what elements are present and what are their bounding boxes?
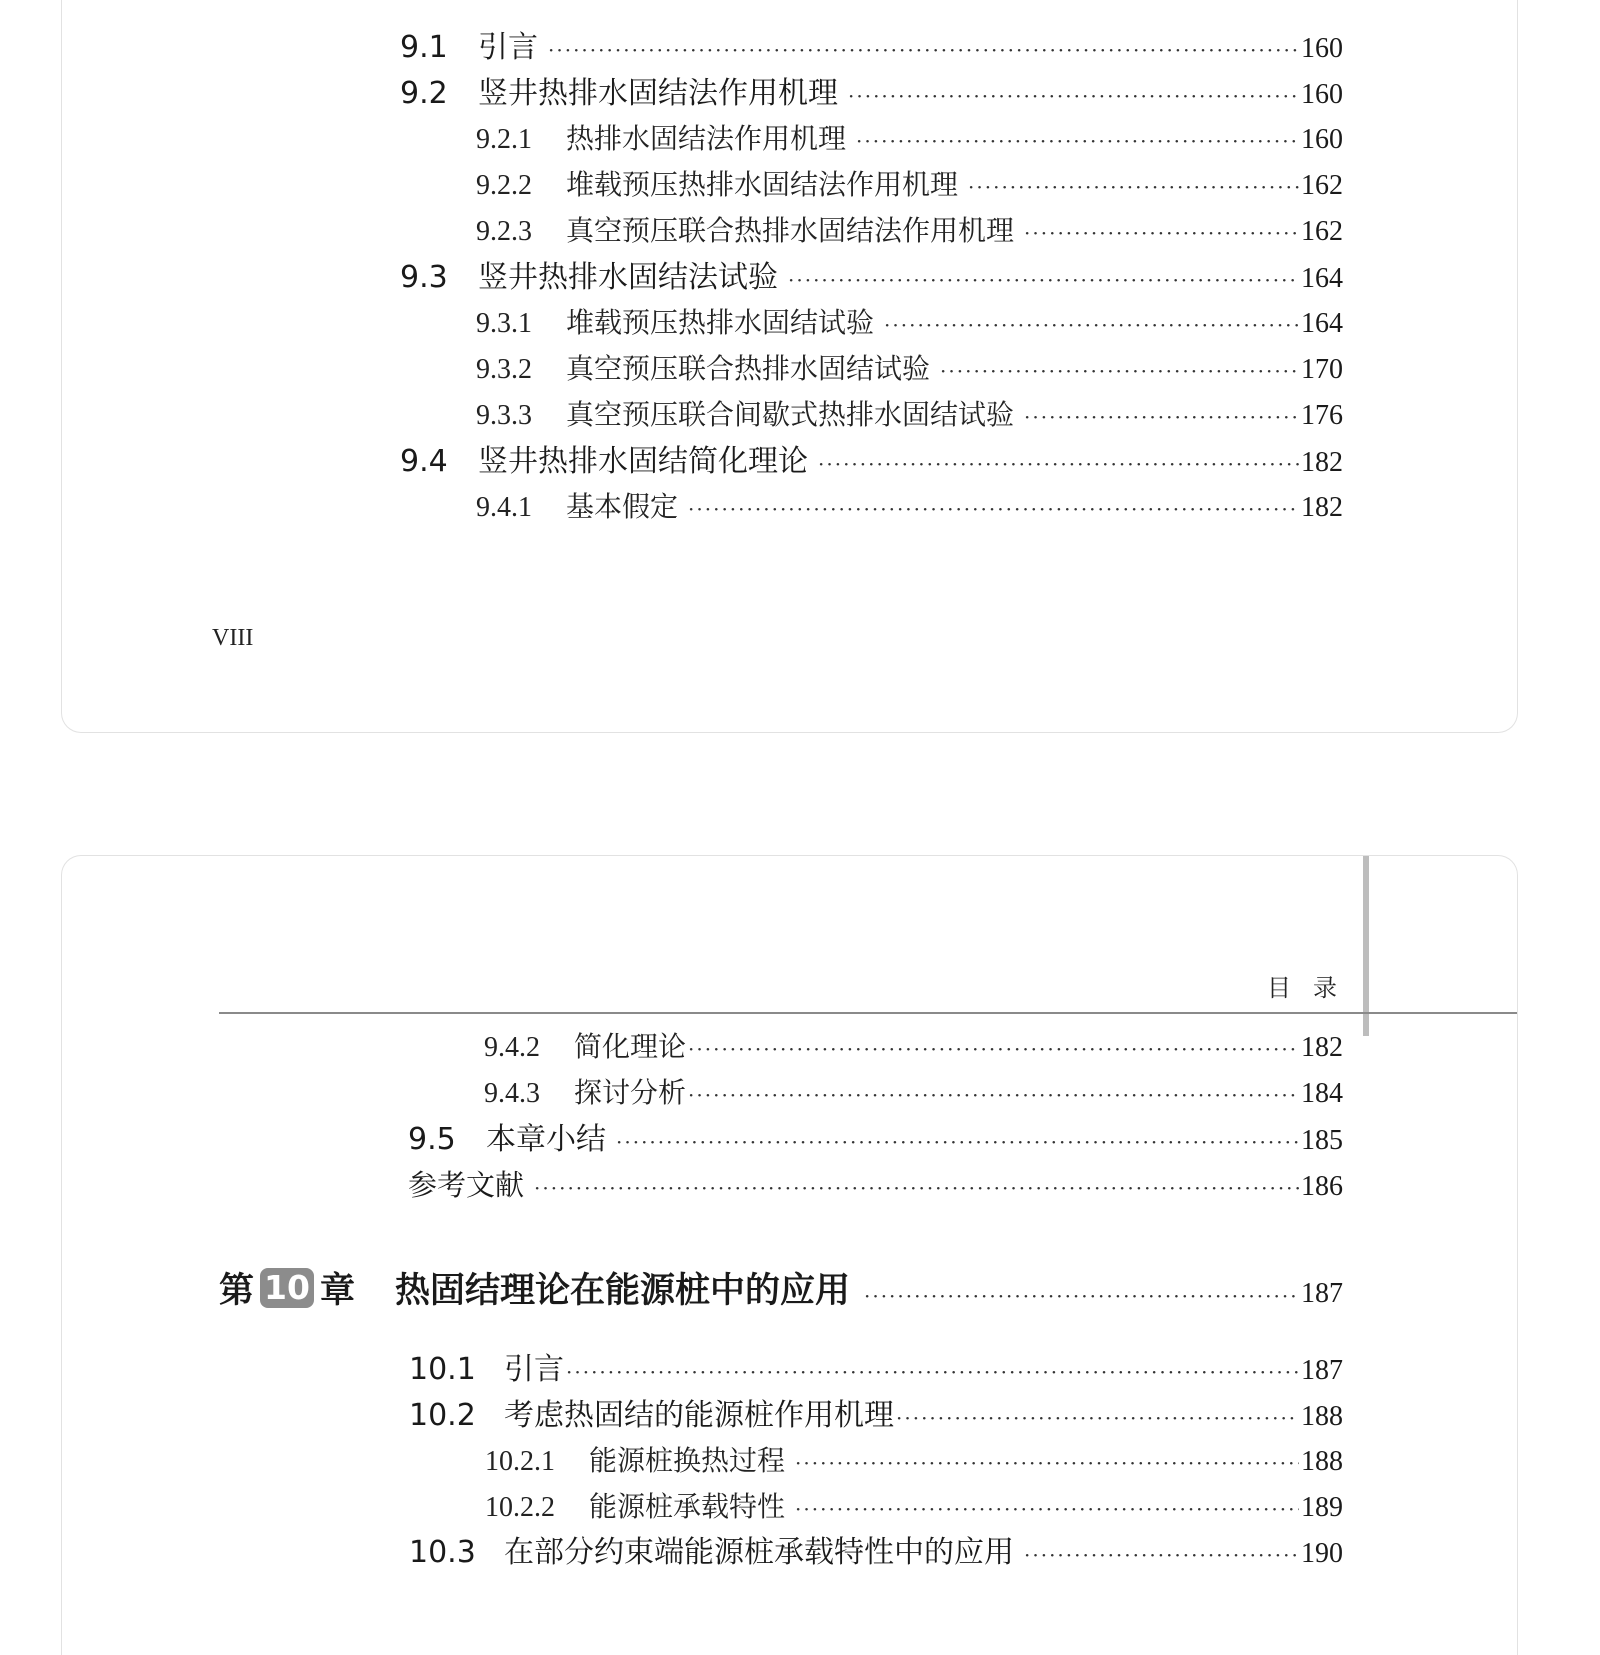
chapter-number-badge: 10 bbox=[260, 1268, 314, 1308]
leader-dots bbox=[848, 74, 1299, 118]
leader-dots bbox=[688, 487, 1299, 531]
section-number: 10.2.1 bbox=[485, 1446, 555, 1477]
leader-dots bbox=[1024, 1533, 1299, 1577]
section-title: 探讨分析 bbox=[574, 1078, 687, 1109]
toc-entry bbox=[485, 1486, 1343, 1530]
section-title: 在部分约束端能源桩承载特性中的应用 bbox=[504, 1535, 1014, 1570]
page-number: 187 bbox=[1301, 1278, 1343, 1309]
section-title: 真空预压联合热排水固结法作用机理 bbox=[566, 216, 1015, 247]
section-number: 10.3 bbox=[409, 1535, 476, 1570]
page-number: 184 bbox=[1301, 1078, 1343, 1109]
section-number: 9.2.2 bbox=[476, 170, 532, 201]
leader-dots bbox=[818, 442, 1299, 486]
toc-entry bbox=[400, 256, 1343, 300]
section-number: 10.2.2 bbox=[485, 1492, 555, 1523]
section-title: 引言 bbox=[478, 30, 538, 65]
toc-entry bbox=[476, 394, 1343, 438]
section-title: 竖井热排水固结法作用机理 bbox=[478, 76, 838, 111]
toc-entry bbox=[476, 118, 1343, 162]
chapter-prefix: 第 bbox=[219, 1271, 255, 1311]
section-title: 堆载预压热排水固结法作用机理 bbox=[566, 170, 959, 201]
leader-dots bbox=[940, 349, 1299, 393]
page-number: 182 bbox=[1301, 492, 1343, 523]
leader-dots bbox=[896, 1396, 1299, 1440]
section-title: 引言 bbox=[504, 1352, 564, 1387]
section-title: 热排水固结法作用机理 bbox=[566, 124, 847, 155]
leader-dots bbox=[864, 1284, 1299, 1318]
page-number: 162 bbox=[1301, 216, 1343, 247]
toc-entry bbox=[484, 1072, 1343, 1116]
running-header: 目录 bbox=[1267, 976, 1359, 1002]
page-number: 164 bbox=[1301, 263, 1343, 294]
section-title: 参考文献 bbox=[408, 1168, 525, 1202]
toc-entry bbox=[476, 302, 1343, 346]
section-title: 能源桩换热过程 bbox=[589, 1446, 786, 1477]
section-number: 9.4.3 bbox=[484, 1078, 540, 1109]
page-folio: VIII bbox=[212, 625, 254, 651]
page-number: 189 bbox=[1301, 1492, 1343, 1523]
section-number: 9.3.1 bbox=[476, 308, 532, 339]
page-number: 160 bbox=[1301, 124, 1343, 155]
section-number: 9.3.2 bbox=[476, 354, 532, 385]
page-number: 182 bbox=[1301, 447, 1343, 478]
toc-entry bbox=[409, 1531, 1343, 1575]
section-number: 9.4.1 bbox=[476, 492, 532, 523]
section-number: 9.2.1 bbox=[476, 124, 532, 155]
page-number: 182 bbox=[1301, 1032, 1343, 1063]
section-number: 9.4.2 bbox=[484, 1032, 540, 1063]
section-title: 真空预压联合热排水固结试验 bbox=[566, 354, 931, 385]
section-number: 9.2 bbox=[400, 76, 448, 111]
toc-entry bbox=[409, 1394, 1343, 1438]
leader-dots bbox=[884, 303, 1299, 347]
toc-entry bbox=[476, 164, 1343, 208]
section-number: 10.1 bbox=[409, 1352, 476, 1387]
page-number: 190 bbox=[1301, 1538, 1343, 1569]
header-rule bbox=[219, 1012, 1518, 1014]
section-number: 9.4 bbox=[400, 444, 448, 479]
leader-dots bbox=[534, 1166, 1299, 1210]
section-title: 堆载预压热排水固结试验 bbox=[566, 308, 875, 339]
toc-entry bbox=[476, 486, 1343, 530]
toc-entry bbox=[408, 1163, 1343, 1207]
page-number: 176 bbox=[1301, 400, 1343, 431]
toc-entry bbox=[485, 1440, 1343, 1484]
page-number: 186 bbox=[1301, 1171, 1343, 1202]
section-title: 竖井热排水固结法试验 bbox=[478, 260, 778, 295]
section-number: 9.3.3 bbox=[476, 400, 532, 431]
page-number: 187 bbox=[1301, 1355, 1343, 1386]
toc-entry bbox=[408, 1118, 1343, 1162]
page-number: 160 bbox=[1301, 33, 1343, 64]
section-number: 9.5 bbox=[408, 1122, 456, 1157]
section-title: 考虑热固结的能源桩作用机理 bbox=[504, 1398, 894, 1433]
leader-dots bbox=[1024, 211, 1299, 255]
toc-entry bbox=[409, 1348, 1343, 1392]
toc-entry bbox=[400, 72, 1343, 116]
toc-entry bbox=[476, 348, 1343, 392]
leader-dots bbox=[1024, 395, 1299, 439]
page-number: 160 bbox=[1301, 79, 1343, 110]
chapter-suffix: 章 bbox=[319, 1271, 355, 1311]
chapter-heading bbox=[219, 1258, 1343, 1318]
page-number: 188 bbox=[1301, 1401, 1343, 1432]
leader-dots bbox=[688, 1073, 1299, 1117]
section-title: 本章小结 bbox=[486, 1122, 606, 1157]
leader-dots bbox=[968, 165, 1299, 209]
toc-entry bbox=[484, 1026, 1343, 1070]
section-title: 真空预压联合间歇式热排水固结试验 bbox=[566, 400, 1015, 431]
page-number: 185 bbox=[1301, 1125, 1343, 1156]
leader-dots bbox=[616, 1120, 1299, 1164]
leader-dots bbox=[795, 1487, 1299, 1531]
section-title: 竖井热排水固结简化理论 bbox=[478, 444, 808, 479]
section-title: 简化理论 bbox=[574, 1032, 687, 1063]
leader-dots bbox=[788, 258, 1299, 302]
toc-page-upper bbox=[61, 0, 1518, 733]
toc-entry bbox=[400, 440, 1343, 484]
section-number: 10.2 bbox=[409, 1398, 476, 1433]
leader-dots bbox=[566, 1350, 1299, 1394]
section-title: 能源桩承载特性 bbox=[589, 1492, 786, 1523]
page-number: 164 bbox=[1301, 308, 1343, 339]
leader-dots bbox=[856, 119, 1299, 163]
toc-page-lower bbox=[61, 855, 1518, 1655]
page-number: 188 bbox=[1301, 1446, 1343, 1477]
leader-dots bbox=[688, 1027, 1299, 1071]
section-number: 9.1 bbox=[400, 30, 448, 65]
section-title: 基本假定 bbox=[566, 492, 679, 523]
leader-dots bbox=[795, 1441, 1299, 1485]
chapter-title: 热固结理论在能源桩中的应用 bbox=[394, 1271, 850, 1311]
section-number: 9.3 bbox=[400, 260, 448, 295]
toc-entry bbox=[400, 26, 1343, 70]
section-number: 9.2.3 bbox=[476, 216, 532, 247]
page-edge-bar bbox=[1363, 856, 1369, 1036]
page-number: 162 bbox=[1301, 170, 1343, 201]
page-number: 170 bbox=[1301, 354, 1343, 385]
toc-entry bbox=[476, 210, 1343, 254]
leader-dots bbox=[548, 28, 1299, 72]
